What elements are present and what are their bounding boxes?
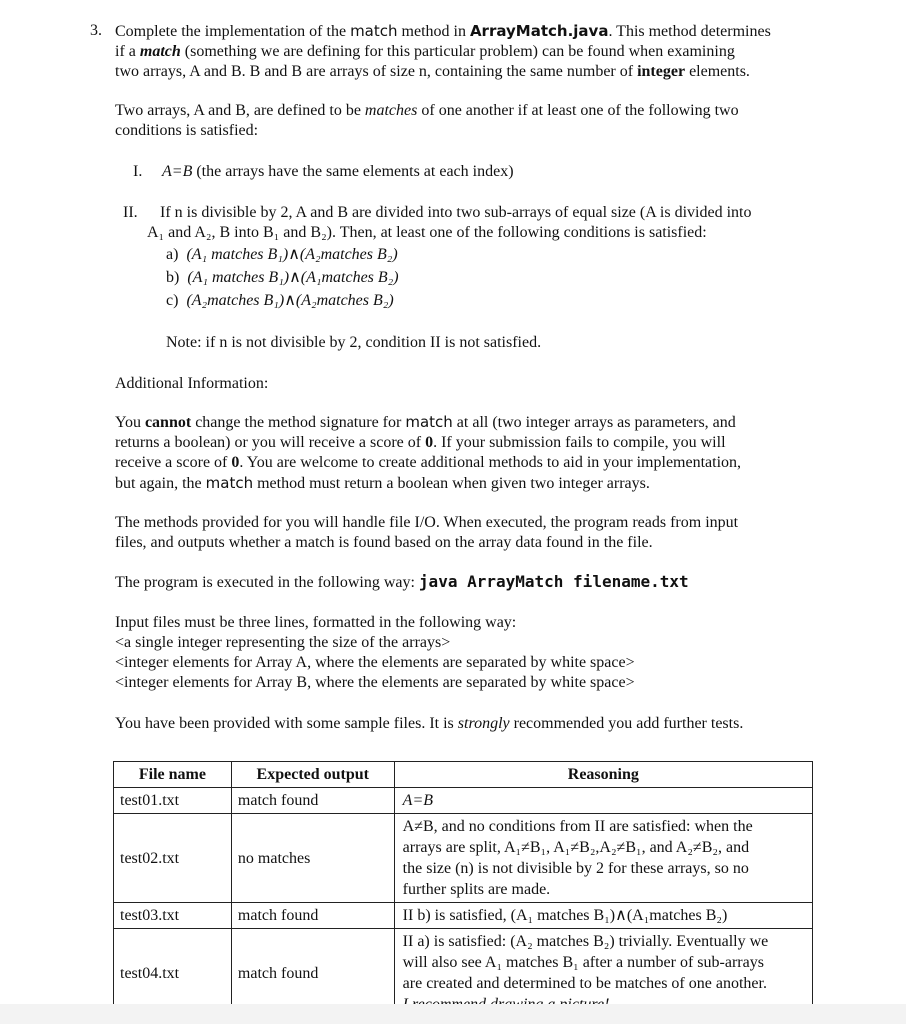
output-cell: match found xyxy=(231,903,394,929)
header-file-name: File name xyxy=(114,762,232,788)
file-cell: test01.txt xyxy=(114,788,232,814)
samples-paragraph: You have been provided with some sample files. It is strongly recommended you add further tests. xyxy=(115,715,744,732)
header-expected-output: Expected output xyxy=(231,762,394,788)
execution-line: The program is executed in the following way: java ArrayMatch filename.txt xyxy=(115,572,689,591)
option-a: a) (A₁ matches B₁)∧(A₂matches B₂) xyxy=(166,246,398,263)
option-b: b) (A₁ matches B₁)∧(A₁matches B₂) xyxy=(166,269,399,286)
condition-1: A=B (the arrays have the same elements at each index) xyxy=(162,163,514,180)
output-cell: match found xyxy=(231,788,394,814)
reason-cell: A=B xyxy=(394,788,812,814)
condition-1-numeral: I. xyxy=(133,163,143,180)
file-cell: test04.txt xyxy=(114,929,232,1018)
condition-2-numeral: II. xyxy=(123,204,138,221)
reason-cell: II a) is satisfied: (A₂ matches B₂) trivially. Eventually we will also see A₁ matches B₁ after a number of sub-arrays are created and determined to be matches of one another. xyxy=(394,929,812,1018)
file-cell: test03.txt xyxy=(114,903,232,929)
io-paragraph: The methods provided for you will handle file I/O. When executed, the program reads from input files, and outputs whether a match is found based on the array data found in the file. xyxy=(115,514,739,551)
page-bottom-bar xyxy=(0,1004,906,1024)
output-cell: match found xyxy=(231,929,394,1018)
reason-cell: II b) is satisfied, (A₁ matches B₁)∧(A₁matches B₂) xyxy=(394,903,812,929)
table-row xyxy=(114,788,813,814)
table-header-row xyxy=(114,762,813,788)
question-intro: Complete the implementation of the match method in ArrayMatch.java. This method determines if a match (something we are defining for this particular problem) can be found when examining two arrays, A and B. B and B are arrays of size n, containing the same number of integer elements. xyxy=(115,22,771,80)
output-cell: no matches xyxy=(231,814,394,903)
input-format: Input files must be three lines, formatted in the following way: <a single integer representing the size of the arrays> <integer elements for Array A, where the elements are separated by white space> <integer elements for Array B, where the elements are separated by white space> xyxy=(115,614,635,691)
table-row xyxy=(114,903,813,929)
condition-2: If n is divisible by 2, A and B are divided into two sub-arrays of equal size (A is divided into xyxy=(160,204,752,221)
table-row xyxy=(114,814,813,903)
reason-cell: A≠B, and no conditions from II are satisfied: when the arrays are split, A₁≠B₁, A₁≠B₂,A₂≠B₁, and A₂≠B₂, and the size (n) is not divisible by 2 for these arrays, so no further splits are made. xyxy=(394,814,812,903)
sample-files-table xyxy=(113,761,813,1018)
header-reasoning: Reasoning xyxy=(394,762,812,788)
condition-note: Note: if n is not divisible by 2, condition II is not satisfied. xyxy=(166,334,542,351)
signature-paragraph: You cannot change the method signature for match at all (two integer arrays as parameters, and returns a boolean) or you will receive a score of 0. If your submission fails to compile, you will receive a score of 0. You are welcome to create additional methods to aid in your implementation, but again, the match method must return a boolean when given two integer arrays. xyxy=(115,413,742,492)
additional-heading: Additional Information: xyxy=(115,375,269,392)
question-number: 3. xyxy=(90,22,102,39)
definition-paragraph: Two arrays, A and B, are defined to be matches of one another if at least one of the following two conditions is satisfied: xyxy=(115,102,739,139)
command-text: java ArrayMatch filename.txt xyxy=(418,572,689,591)
option-c: c) (A₂matches B₁)∧(A₂matches B₂) xyxy=(166,292,394,309)
condition-2-line2: A₁ and A₂, B into B₁ and B₂). Then, at least one of the following conditions is satisfied: xyxy=(147,224,707,241)
file-cell: test02.txt xyxy=(114,814,232,903)
